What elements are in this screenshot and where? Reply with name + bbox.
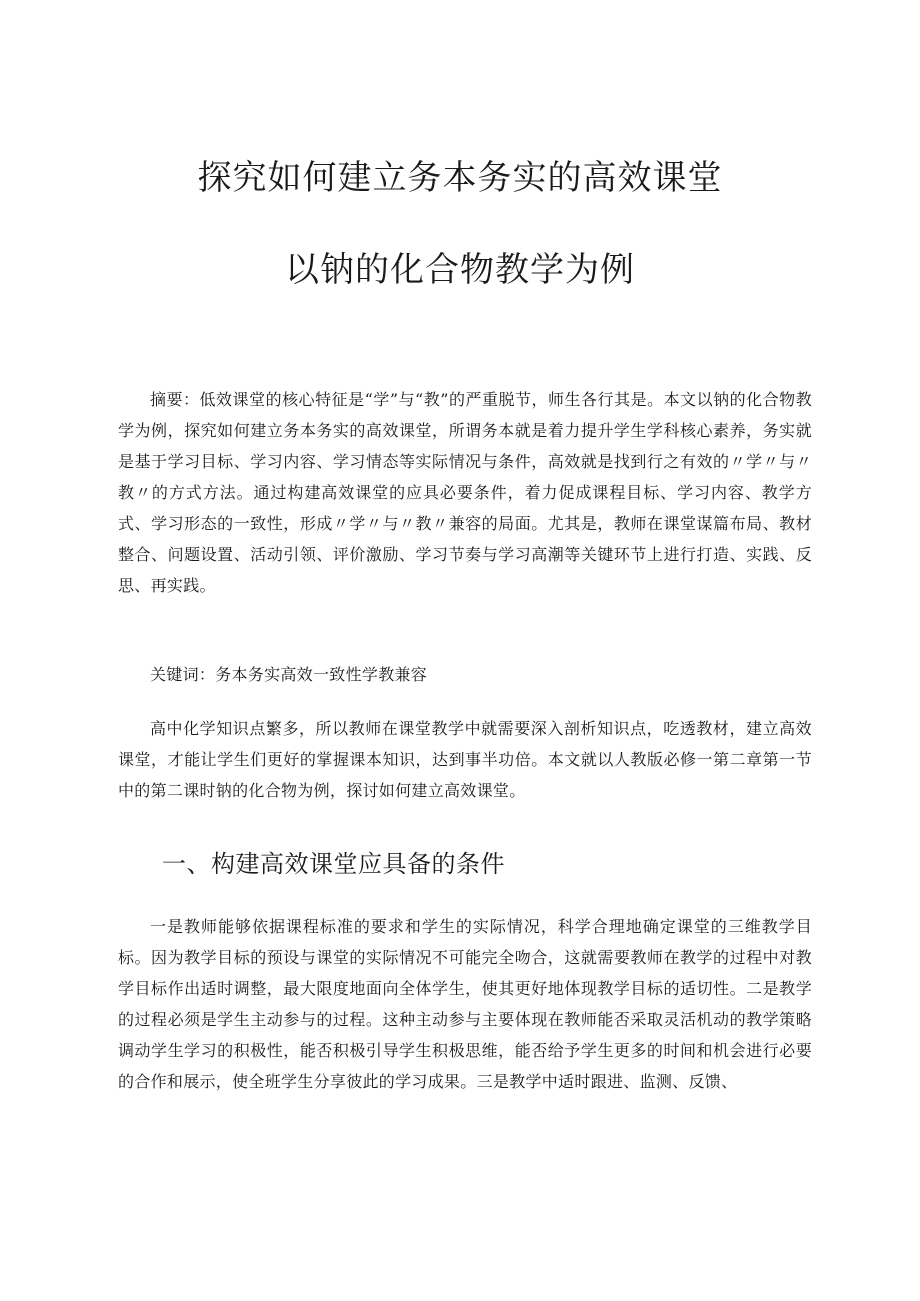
section-heading: 一、构建高效课堂应具备的条件: [162, 850, 505, 878]
document-subtitle: 以钠的化合物教学为例: [285, 250, 635, 290]
keywords-paragraph: 关键词：务本务实高效一致性学教兼容: [150, 665, 428, 684]
section-body-paragraph: 一是教师能够依据课程标准的要求和学生的实际情况，科学合理地确定课堂的三维教学目标。因为教学目标的预设与课堂的实际情况不可能完全吻合，这就需要教师在教学的过程中对教学目标作出适时调整，最大限度地面向全体学生，使其更好地体现教学目标的适切性。二是教学的过程必须是学生主动参与的过程。这种主动参与主要体现在教师能否采取灵活机动的教学策略调动学生学习的积极性，能否积极引导学生积极思维，能否给予学生更多的时间和机会进行必要的合作和展示，使全班学生分享彼此的学习成果。三是教学中适时跟进、监测、反馈、: [118, 917, 812, 1091]
abstract-paragraph: 摘要：低效课堂的核心特征是“学”与“教”的严重脱节，师生各行其是。本文以钠的化合物教学为例，探究如何建立务本务实的高效课堂，所谓务本就是着力提升学生学科核心素养，务实就是基于学习目标、学习内容、学习情态等实际情况与条件，高效就是找到行之有效的〃学〃与〃教〃的方式方法。通过构建高效课堂的应具必要条件，着力促成课程目标、学习内容、教学方式、学习形态的一致性，形成〃学〃与〃教〃兼容的局面。尤其是，教师在课堂谋篇布局、教材整合、问题设置、活动引领、评价激励、学习节奏与学习高潮等关键环节上进行打造、实践、反思、再实践。: [118, 390, 812, 595]
document-title: 探究如何建立务本务实的高效课堂: [197, 158, 723, 198]
intro-paragraph: 高中化学知识点繁多，所以教师在课堂教学中就需要深入剖析知识点，吃透教材，建立高效课堂，才能让学生们更好的掌握课本知识，达到事半功倍。本文就以人教版必修一第二章第一节中的第二课时钠的化合物为例，探讨如何建立高效课堂。: [118, 719, 812, 800]
